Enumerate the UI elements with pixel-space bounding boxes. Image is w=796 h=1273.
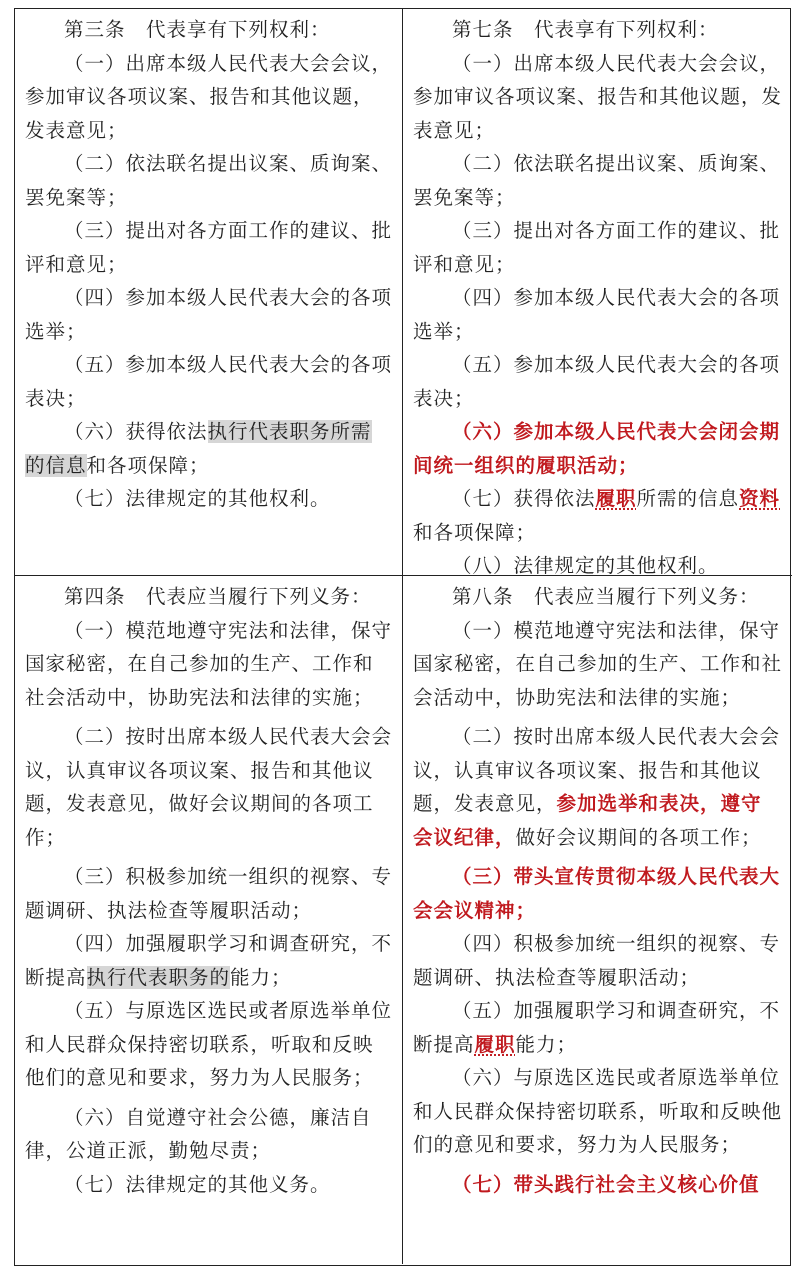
article7-item-2: （二）依法联名提出议案、质询案、罢免案等； (413, 152, 781, 209)
article4-item-4-highlight: 执行代表职务的 (86, 965, 231, 989)
article4-item-7: （七）法律规定的其他义务。 (64, 1172, 331, 1196)
article8-item-1: （一）模范地遵守宪法和法律，保守国家秘密，在自己参加的生产、工作和社会活动中，协助宪法和法律的实施； (413, 618, 783, 709)
article8-item-6: （六）与原选区选民或者原选举单位和人民群众保持密切联系，听取和反映他们的意见和要求，努力为人民服务； (413, 1066, 783, 1156)
article8-item-4: （四）积极参加统一组织的视察、专题调研、执法检查等履职活动； (413, 932, 781, 989)
article7-item-7-text: （七）获得依法 (452, 487, 596, 510)
article8-item-2-tail: 做好会议期间的各项工作； (515, 825, 762, 849)
article7-item-3: （三）提出对各方面工作的建议、批评和意见； (413, 219, 781, 276)
article8-item-7: （七）带头践行社会主义核心价值 (452, 1172, 760, 1196)
comparison-table (14, 8, 791, 1266)
article7-item-7-mid: 所需的信息 (636, 487, 740, 510)
article3-item-2: （二）依法联名提出议案、质询案、罢免案等； (25, 152, 393, 209)
article3-item-6 (25, 415, 392, 482)
article8-item-2 (413, 720, 782, 854)
article4-item-6: （六）自觉遵守社会公德，廉洁自律，公道正派，勤勉尽责； (25, 1105, 372, 1162)
article4-item-4-text: （四）加强履职学习和调查研究，不断提高 (25, 932, 393, 989)
article4-item-3: （三）积极参加统一组织的视察、专题调研、执法检查等履职活动； (25, 865, 393, 922)
article7-item-8: （八）法律规定的其他权利。 (452, 554, 719, 576)
article8-item-2-text: （二）按时出席本级人民代表大会会议，认真审议各项议案、报告和其他议题，发表意见， (413, 725, 781, 815)
article8-heading: 第八条 代表应当履行下列义务： (452, 585, 760, 608)
article7-item-7-change-2: 资料 (739, 487, 781, 510)
article8-item-3: （三）带头宣传贯彻本级人民代表大会会议精神； (413, 865, 781, 922)
article4-item-5: （五）与原选区选民或者原选举单位和人民群众保持密切联系，听取和反映他们的意见和要求，努力为人民服务； (25, 999, 393, 1089)
article3-item-6-text: （六）获得依法 (64, 420, 208, 443)
article7-item-6: （六）参加本级人民代表大会闭会期间统一组织的履职活动； (413, 420, 781, 477)
article8-item-2-change: 参加选举和表决，遵守会议纪律， (413, 792, 762, 849)
article7-item-7-change-1: 履职 (595, 487, 637, 510)
article8-item-5-text: （五）加强履职学习和调查研究，不断提高 (413, 999, 781, 1056)
article8-cell (403, 576, 792, 1264)
article4-item-4 (25, 927, 392, 994)
article7-item-7-tail: 和各项保障； (413, 520, 537, 544)
article8-item-5 (413, 994, 782, 1061)
article3-item-5: （五）参加本级人民代表大会的各项表决； (25, 353, 393, 410)
article4-cell (15, 576, 403, 1264)
article3-cell (15, 9, 403, 576)
article3-item-6-tail: 和各项保障； (86, 453, 210, 477)
article8-item-5-change: 履职 (474, 1032, 516, 1056)
article7-item-7 (413, 482, 782, 549)
article7-heading: 第七条 代表享有下列权利： (452, 18, 719, 41)
article4-item-2: （二）按时出席本级人民代表大会会议，认真审议各项议案、报告和其他议题，发表意见，做好会议期间的各项工作； (25, 725, 393, 849)
article3-item-4: （四）参加本级人民代表大会的各项选举； (25, 286, 393, 343)
article4-item-4-tail: 能力； (230, 965, 292, 989)
article8-item-5-tail: 能力； (515, 1032, 578, 1056)
article3-item-7: （七）法律规定的其他权利。 (64, 487, 331, 510)
article4-heading: 第四条 代表应当履行下列义务： (64, 585, 372, 608)
article7-item-5: （五）参加本级人民代表大会的各项表决； (413, 353, 781, 410)
article7-cell (403, 9, 792, 576)
article3-item-6-highlight: 执行代表职务所需的信息 (25, 420, 372, 477)
article7-item-1: （一）出席本级人民代表大会会议，参加审议各项议案、报告和其他议题，发表意见； (413, 51, 783, 142)
article3-item-1: （一）出席本级人民代表大会会议，参加审议各项议案、报告和其他议题，发表意见； (25, 51, 393, 142)
article3-item-3: （三）提出对各方面工作的建议、批评和意见； (25, 219, 393, 276)
article4-item-1: （一）模范地遵守宪法和法律，保守国家秘密，在自己参加的生产、工作和社会活动中，协助宪法和法律的实施； (25, 618, 393, 709)
article7-item-4: （四）参加本级人民代表大会的各项选举； (413, 286, 781, 343)
article3-heading: 第三条 代表享有下列权利： (64, 18, 331, 41)
